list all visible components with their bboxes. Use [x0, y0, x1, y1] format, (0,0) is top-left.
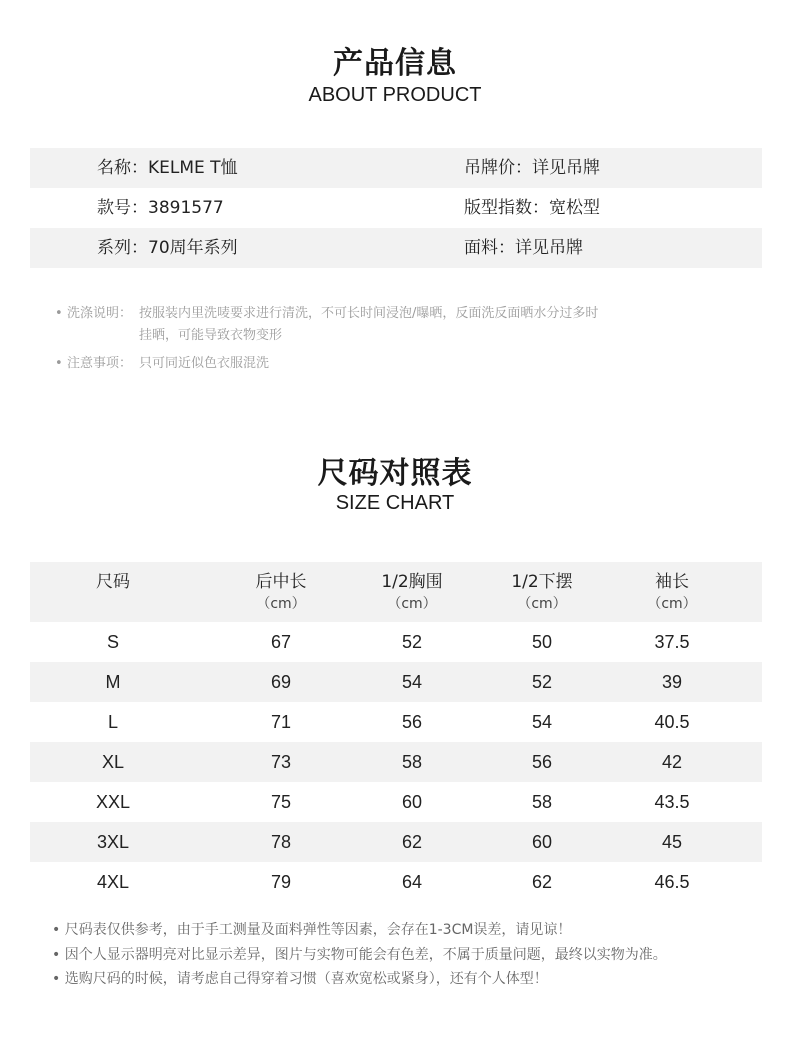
back-length-cell: 67 [270, 632, 292, 652]
back-length-cell: 73 [270, 752, 292, 772]
caution-note [55, 353, 615, 375]
header-half-chest: 1/2胸围 （cm） [381, 572, 443, 612]
size-cell: XL [101, 752, 125, 772]
half-hem-cell: 58 [531, 792, 553, 812]
table-row [30, 702, 762, 742]
table-row [30, 622, 762, 662]
sleeve-length-cell: 42 [661, 752, 683, 772]
back-length-cell: 78 [270, 832, 292, 852]
half-chest-cell: 56 [401, 712, 423, 732]
color-difference-note: • 因个人显示器明亮对比显示差异，图片与实物可能会有色差，不属于质量问题，最终以实物为准。 [52, 947, 667, 963]
bullet-icon: • [55, 356, 63, 371]
header-sleeve-length: 袖长 （cm） [647, 572, 697, 612]
info-fit-index: 版型指数：宽松型 [464, 198, 600, 218]
half-hem-cell: 56 [531, 752, 553, 772]
info-tag-price: 吊牌价：详见吊牌 [464, 158, 600, 178]
half-hem-cell: 50 [531, 632, 553, 652]
info-row [30, 228, 762, 268]
header-size: 尺码 [96, 572, 130, 592]
sleeve-length-cell: 46.5 [654, 872, 690, 892]
info-row [30, 148, 762, 188]
back-length-cell: 79 [270, 872, 292, 892]
table-row [30, 822, 762, 862]
caution-note-text: 只可同近似色衣服混洗 [139, 356, 270, 371]
back-length-cell: 71 [270, 712, 292, 732]
sleeve-length-cell: 40.5 [654, 712, 690, 732]
half-chest-cell: 62 [401, 832, 423, 852]
table-row [30, 742, 762, 782]
header-half-hem: 1/2下摆 （cm） [511, 572, 573, 612]
half-hem-cell: 54 [531, 712, 553, 732]
half-chest-cell: 54 [401, 672, 423, 692]
header-back-length: 后中长 （cm） [255, 572, 307, 612]
table-row [30, 662, 762, 702]
washing-note-label: 洗涤说明： [67, 306, 133, 321]
size-chart-title-en: SIZE CHART [335, 492, 455, 514]
size-cell: XXL [95, 792, 131, 812]
back-length-cell: 69 [270, 672, 292, 692]
half-hem-cell: 52 [531, 672, 553, 692]
size-cell: L [107, 712, 118, 732]
washing-note-text: 按服装内里洗唛要求进行清洗，不可长时间浸泡/曝晒，反面洗反面晒水分过多时挂晒，可能导致衣物变形 [139, 306, 599, 343]
sleeve-length-cell: 45 [661, 832, 683, 852]
size-cell: 3XL [96, 832, 130, 852]
info-series: 系列：70周年系列 [97, 238, 238, 258]
caution-note-label: 注意事项： [67, 356, 133, 371]
size-selection-note: • 选购尺码的时候，请考虑自己得穿着习惯（喜欢宽松或紧身），还有个人体型！ [52, 971, 548, 987]
washing-note [55, 303, 615, 347]
half-chest-cell: 52 [401, 632, 423, 652]
size-disclaimer-note: • 尺码表仅供参考，由于手工测量及面料弹性等因素，会存在1-3CM误差，请见谅！ [52, 922, 572, 938]
back-length-cell: 75 [270, 792, 292, 812]
half-chest-cell: 60 [401, 792, 423, 812]
size-table-header [30, 562, 762, 622]
info-name: 名称：KELME T恤 [97, 158, 238, 178]
bullet-icon: • [55, 306, 63, 321]
half-chest-cell: 64 [401, 872, 423, 892]
half-hem-cell: 60 [531, 832, 553, 852]
size-chart-title-cn: 尺码对照表 [317, 456, 473, 491]
product-title-cn: 产品信息 [333, 46, 457, 81]
product-title-en: ABOUT PRODUCT [308, 84, 482, 106]
sleeve-length-cell: 37.5 [654, 632, 690, 652]
info-style-number: 款号：3891577 [97, 198, 224, 218]
info-row [30, 188, 762, 228]
table-row [30, 782, 762, 822]
size-cell: 4XL [96, 872, 130, 892]
half-hem-cell: 62 [531, 872, 553, 892]
size-cell: M [105, 672, 121, 692]
sleeve-length-cell: 43.5 [654, 792, 690, 812]
size-cell: S [106, 632, 119, 652]
info-fabric: 面料：详见吊牌 [464, 238, 583, 258]
table-row [30, 862, 762, 902]
sleeve-length-cell: 39 [661, 672, 683, 692]
half-chest-cell: 58 [401, 752, 423, 772]
